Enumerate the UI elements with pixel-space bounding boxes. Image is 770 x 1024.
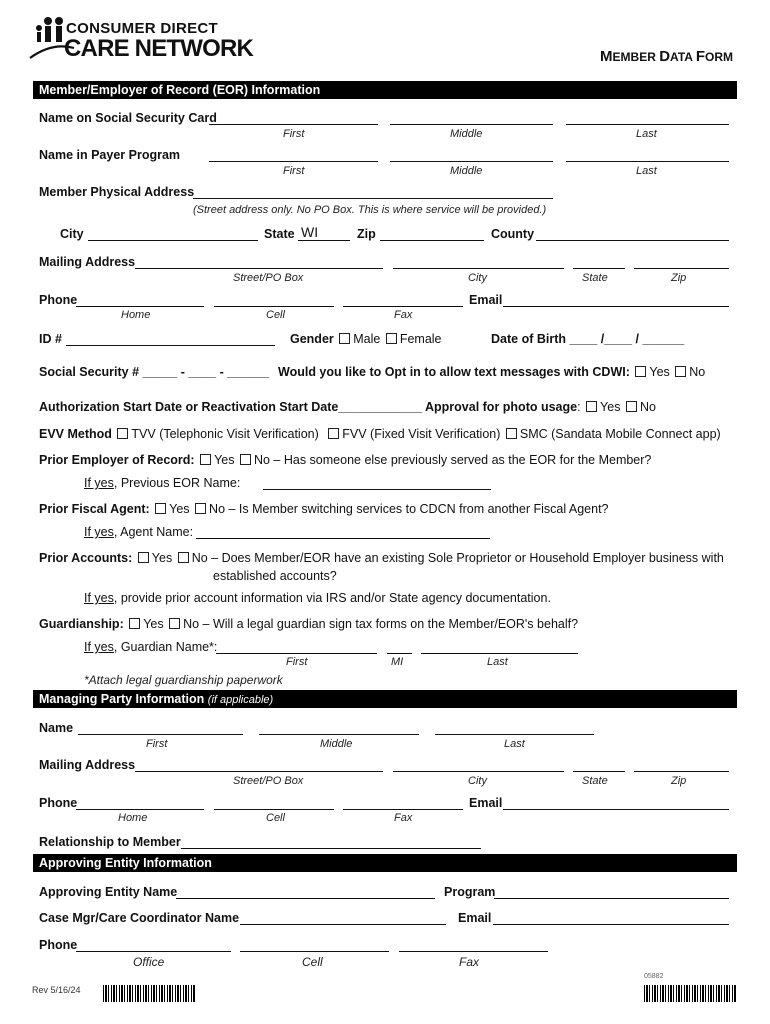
case-mgr-field[interactable] — [240, 924, 446, 925]
photo-no-checkbox[interactable] — [626, 401, 637, 412]
text-optin-yes-checkbox[interactable] — [635, 366, 646, 377]
evv-smc-checkbox[interactable] — [506, 428, 517, 439]
mp-mailing-city-field[interactable] — [393, 771, 564, 772]
sub-label-cell: Cell — [302, 955, 323, 969]
mp-mailing-zip-field[interactable] — [634, 771, 729, 772]
yes-label: Yes — [169, 502, 190, 516]
mp-phone-cell-field[interactable] — [214, 809, 334, 810]
program-field[interactable] — [494, 898, 729, 899]
sub-label-street: Street/PO Box — [233, 775, 304, 787]
dob-field[interactable]: Date of Birth ____ /____ / ______ — [491, 332, 685, 346]
agent-name-field[interactable] — [196, 538, 490, 539]
state-field[interactable] — [298, 240, 350, 241]
phone-cell-field[interactable] — [214, 306, 334, 307]
mp-mailing-street-field[interactable] — [135, 771, 383, 772]
no-label: No — [689, 365, 706, 379]
agent-name-label: If yes, Agent Name: — [84, 525, 194, 539]
relationship-label: Relationship to Member — [39, 835, 181, 849]
form-code: 05882 — [644, 973, 664, 980]
sub-label-home: Home — [118, 812, 148, 824]
prior-fa-label: Prior Fiscal Agent: — [39, 502, 150, 516]
ae-phone-fax-field[interactable] — [399, 951, 548, 952]
prior-accounts-group — [39, 551, 724, 565]
sub-label-cell: Cell — [266, 309, 285, 321]
prior-acc-yes-checkbox[interactable] — [138, 552, 149, 563]
sub-label-first: First — [146, 738, 168, 750]
sub-label-fax: Fax — [459, 955, 480, 969]
prior-acc-question-cont: established accounts? — [213, 569, 337, 583]
guardian-mi-field[interactable] — [387, 653, 412, 654]
previous-eor-name-field[interactable] — [263, 489, 491, 490]
photo-label: Approval for photo usage — [425, 400, 578, 414]
physical-address-note: (Street address only. No PO Box. This is where service will be provided.) — [193, 204, 547, 216]
county-label: County — [491, 227, 535, 241]
mp-last-name-field[interactable] — [435, 734, 594, 735]
mp-mailing-address-label: Mailing Address — [39, 758, 136, 772]
sub-label-middle: Middle — [320, 738, 353, 750]
yes-label: Yes — [143, 617, 164, 631]
mp-name-label: Name — [39, 721, 74, 735]
prior-eor-yes-checkbox[interactable] — [200, 454, 211, 465]
section-header-managing-party: Managing Party Information (if applicable) — [33, 690, 737, 708]
evv-method-group — [39, 427, 721, 441]
previous-eor-name-label: If yes, Previous EOR Name: — [84, 476, 241, 490]
evv-label: EVV Method — [39, 427, 112, 441]
mailing-city-field[interactable] — [393, 268, 564, 269]
prior-fa-no-checkbox[interactable] — [195, 503, 206, 514]
case-mgr-label: Case Mgr/Care Coordinator Name — [39, 911, 240, 925]
yes-label: Yes — [214, 453, 235, 467]
sub-label-city: City — [468, 775, 487, 787]
mailing-street-field[interactable] — [135, 268, 383, 269]
sub-label-home: Home — [121, 309, 151, 321]
prior-fiscal-agent-group — [39, 502, 609, 516]
text-optin-group — [278, 365, 705, 379]
evv-fvv-checkbox[interactable] — [328, 428, 339, 439]
mp-email-field[interactable] — [503, 809, 729, 810]
physical-address-label: Member Physical Address — [39, 185, 195, 199]
male-label: Male — [353, 332, 381, 346]
city-label: City — [60, 227, 84, 241]
ae-email-label: Email — [458, 911, 492, 925]
guard-no-checkbox[interactable] — [169, 618, 180, 629]
entity-name-label: Approving Entity Name — [39, 885, 178, 899]
physical-address-field[interactable] — [193, 198, 553, 199]
ae-phone-label: Phone — [39, 938, 78, 952]
sub-label-state: State — [582, 272, 608, 284]
ae-phone-office-field[interactable] — [76, 951, 231, 952]
payer-name-label: Name in Payer Program — [39, 148, 181, 162]
gender-female-checkbox[interactable] — [386, 333, 397, 344]
mp-phone-home-field[interactable] — [76, 809, 204, 810]
logo-text-top: CONSUMER DIRECT — [66, 20, 219, 37]
prior-fa-yes-checkbox[interactable] — [155, 503, 166, 514]
female-label: Female — [399, 332, 442, 346]
barcode-right — [644, 985, 736, 1002]
fvv-label: FVV (Fixed Visit Verification) — [342, 427, 501, 441]
mailing-address-label: Mailing Address — [39, 255, 136, 269]
mp-first-name-field[interactable] — [78, 734, 243, 735]
sub-label-fax: Fax — [394, 812, 413, 824]
prior-eor-no-checkbox[interactable] — [240, 454, 251, 465]
sub-label-first: First — [283, 165, 305, 177]
zip-label: Zip — [357, 227, 376, 241]
sub-label-last: Last — [504, 738, 525, 750]
ssn-first-name-field[interactable] — [209, 124, 378, 125]
revision-date: Rev 5/16/24 — [32, 985, 81, 995]
sub-label-last: Last — [487, 656, 508, 668]
guardian-name-label: If yes, Guardian Name*: — [84, 640, 218, 654]
email-label: Email — [469, 293, 503, 307]
prior-acc-no-checkbox[interactable] — [178, 552, 189, 563]
prior-acc-note: If yes, provide prior account information via IRS and/or State agency documentation. — [84, 591, 551, 605]
sub-label-zip: Zip — [671, 272, 687, 284]
logo-text-bottom: CARE NETWORK — [64, 35, 254, 62]
sub-label-last: Last — [636, 165, 657, 177]
prior-eor-label: Prior Employer of Record: — [39, 453, 195, 467]
section-header-member-eor: Member/Employer of Record (EOR) Information — [33, 81, 737, 99]
attach-note: *Attach legal guardianship paperwork — [84, 673, 283, 687]
gender-group — [290, 332, 442, 346]
id-label: ID # — [39, 332, 62, 346]
county-field[interactable] — [536, 240, 729, 241]
sub-label-mi: MI — [391, 656, 404, 668]
sub-label-city: City — [468, 272, 487, 284]
prior-acc-question: No – Does Member/EOR have an existing Sole Proprietor or Household Employer business with — [191, 551, 724, 565]
entity-name-field[interactable] — [176, 898, 435, 899]
ssn-middle-name-field[interactable] — [390, 124, 553, 125]
ae-email-field[interactable] — [493, 924, 729, 925]
gender-label: Gender — [290, 332, 334, 346]
program-label: Program — [444, 885, 496, 899]
page-title: MEMBER DATA FORM — [600, 48, 733, 65]
ssn-last-name-field[interactable] — [566, 124, 729, 125]
guardian-last-field[interactable] — [421, 653, 578, 654]
guard-question: No – Will a legal guardian sign tax forms on the Member/EOR's behalf? — [183, 617, 579, 631]
photo-approval-group: Approval for photo usage: Yes No — [425, 400, 656, 414]
prior-acc-label: Prior Accounts: — [39, 551, 133, 565]
phone-home-field[interactable] — [76, 306, 204, 307]
yes-label: Yes — [600, 400, 621, 414]
text-optin-label: Would you like to Opt in to allow text messages with CDWI: — [278, 365, 630, 379]
payer-middle-name-field[interactable] — [390, 161, 553, 162]
zip-field[interactable] — [380, 240, 484, 241]
guardian-first-field[interactable] — [216, 653, 377, 654]
sub-label-middle: Middle — [450, 128, 483, 140]
sub-label-middle: Middle — [450, 165, 483, 177]
sub-label-first: First — [286, 656, 308, 668]
photo-yes-checkbox[interactable] — [586, 401, 597, 412]
sub-label-cell: Cell — [266, 812, 285, 824]
mp-email-label: Email — [469, 796, 503, 810]
sub-label-first: First — [283, 128, 305, 140]
ssn-field[interactable]: Social Security # _____ - ____ - ______ — [39, 365, 270, 379]
ae-phone-cell-field[interactable] — [240, 951, 389, 952]
mp-phone-fax-field[interactable] — [343, 809, 463, 810]
city-field[interactable] — [88, 240, 258, 241]
section-header-approving-entity: Approving Entity Information — [33, 854, 737, 872]
smc-label: SMC (Sandata Mobile Connect app) — [519, 427, 721, 441]
tvv-label: TVV (Telephonic Visit Verification) — [131, 427, 319, 441]
sub-label-state: State — [582, 775, 608, 787]
state-value: WI — [301, 224, 319, 240]
prior-eor-question: No – Has someone else previously served as the EOR for the Member? — [253, 453, 652, 467]
mp-middle-name-field[interactable] — [259, 734, 419, 735]
email-field[interactable] — [503, 306, 729, 307]
payer-last-name-field[interactable] — [566, 161, 729, 162]
yes-label: Yes — [151, 551, 173, 565]
sub-label-fax: Fax — [394, 309, 413, 321]
state-label: State — [264, 227, 295, 241]
mp-mailing-state-field[interactable] — [573, 771, 625, 772]
guard-label: Guardianship: — [39, 617, 124, 631]
sub-label-zip: Zip — [671, 775, 687, 787]
payer-first-name-field[interactable] — [209, 161, 378, 162]
mp-phone-label: Phone — [39, 796, 78, 810]
mailing-state-field[interactable] — [573, 268, 625, 269]
barcode-left — [103, 985, 196, 1002]
phone-label: Phone — [39, 293, 78, 307]
prior-fa-question: No – Is Member switching services to CDCN from another Fiscal Agent? — [209, 502, 609, 516]
evv-tvv-checkbox[interactable] — [117, 428, 128, 439]
guardianship-group — [39, 617, 578, 631]
mailing-zip-field[interactable] — [634, 268, 729, 269]
relationship-field[interactable] — [181, 848, 481, 849]
sub-label-street: Street/PO Box — [233, 272, 304, 284]
guard-yes-checkbox[interactable] — [129, 618, 140, 629]
text-optin-no-checkbox[interactable] — [675, 366, 686, 377]
ssn-name-label: Name on Social Security Card — [39, 111, 217, 125]
sub-label-last: Last — [636, 128, 657, 140]
id-field[interactable] — [66, 345, 275, 346]
prior-eor-group — [39, 453, 651, 467]
auth-start-date-field[interactable]: Authorization Start Date or Reactivation Start Date____________ — [39, 400, 422, 414]
no-label: No — [639, 400, 656, 414]
sub-label-office: Office — [133, 955, 165, 969]
yes-label: Yes — [649, 365, 670, 379]
gender-male-checkbox[interactable] — [339, 333, 350, 344]
phone-fax-field[interactable] — [343, 306, 463, 307]
